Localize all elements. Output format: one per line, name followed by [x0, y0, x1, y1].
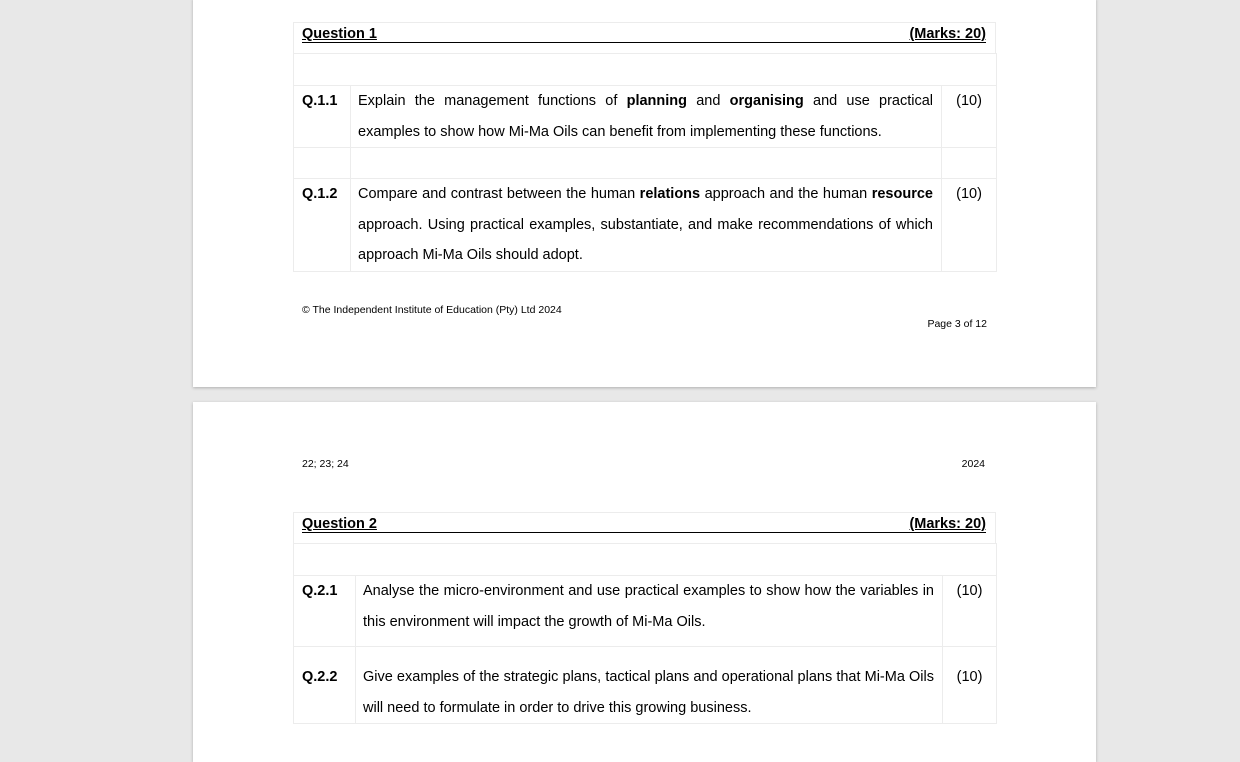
footer-page-number: Page 3 of 12	[927, 318, 987, 330]
question-text: Compare and contrast between the human relations approach and the human resource approach. Using practical examples, substantiate, and make recommendations of which approach Mi-Ma Oils should adopt.	[351, 179, 942, 272]
question-number: Q.2.1	[294, 576, 356, 647]
question-number: Q.1.2	[294, 179, 351, 272]
question-row-q2-1	[294, 576, 997, 647]
question-row-q1-2	[294, 179, 997, 272]
header-underline	[302, 42, 986, 43]
table-gap-row	[294, 148, 997, 179]
header-left-text: 22; 23; 24	[302, 458, 349, 470]
question-text: Give examples of the strategic plans, tactical plans and operational plans that Mi-Ma Oils will need to formulate in order to drive this growing business.	[356, 647, 943, 724]
question-marks: (10)	[943, 647, 997, 724]
question-2-title: Question 2	[302, 516, 377, 532]
document-page-4	[193, 402, 1096, 762]
question-2-table	[293, 543, 997, 724]
question-1-marks: (Marks: 20)	[909, 26, 986, 42]
question-text: Explain the management functions of planning and organising and use practical examples to show how Mi-Ma Oils can benefit from implementing these functions.	[351, 86, 942, 148]
question-marks: (10)	[943, 576, 997, 647]
table-spacer-row	[294, 544, 997, 576]
question-marks: (10)	[942, 179, 997, 272]
question-marks: (10)	[942, 86, 997, 148]
question-2-header	[293, 512, 996, 543]
question-row-q1-1	[294, 86, 997, 148]
question-1-header	[293, 22, 996, 53]
question-row-q2-2	[294, 647, 997, 724]
footer-copyright: © The Independent Institute of Education (Pty) Ltd 2024	[302, 304, 562, 316]
question-number: Q.1.1	[294, 86, 351, 148]
question-number: Q.2.2	[294, 647, 356, 724]
question-text: Analyse the micro-environment and use practical examples to show how the variables in this environment will impact the growth of Mi-Ma Oils.	[356, 576, 943, 647]
question-1-title: Question 1	[302, 26, 377, 42]
document-page-3	[193, 0, 1096, 387]
question-1-table	[293, 53, 997, 272]
header-right-text: 2024	[961, 458, 985, 470]
table-spacer-row	[294, 54, 997, 86]
question-2-marks: (Marks: 20)	[909, 516, 986, 532]
header-underline	[302, 532, 986, 533]
